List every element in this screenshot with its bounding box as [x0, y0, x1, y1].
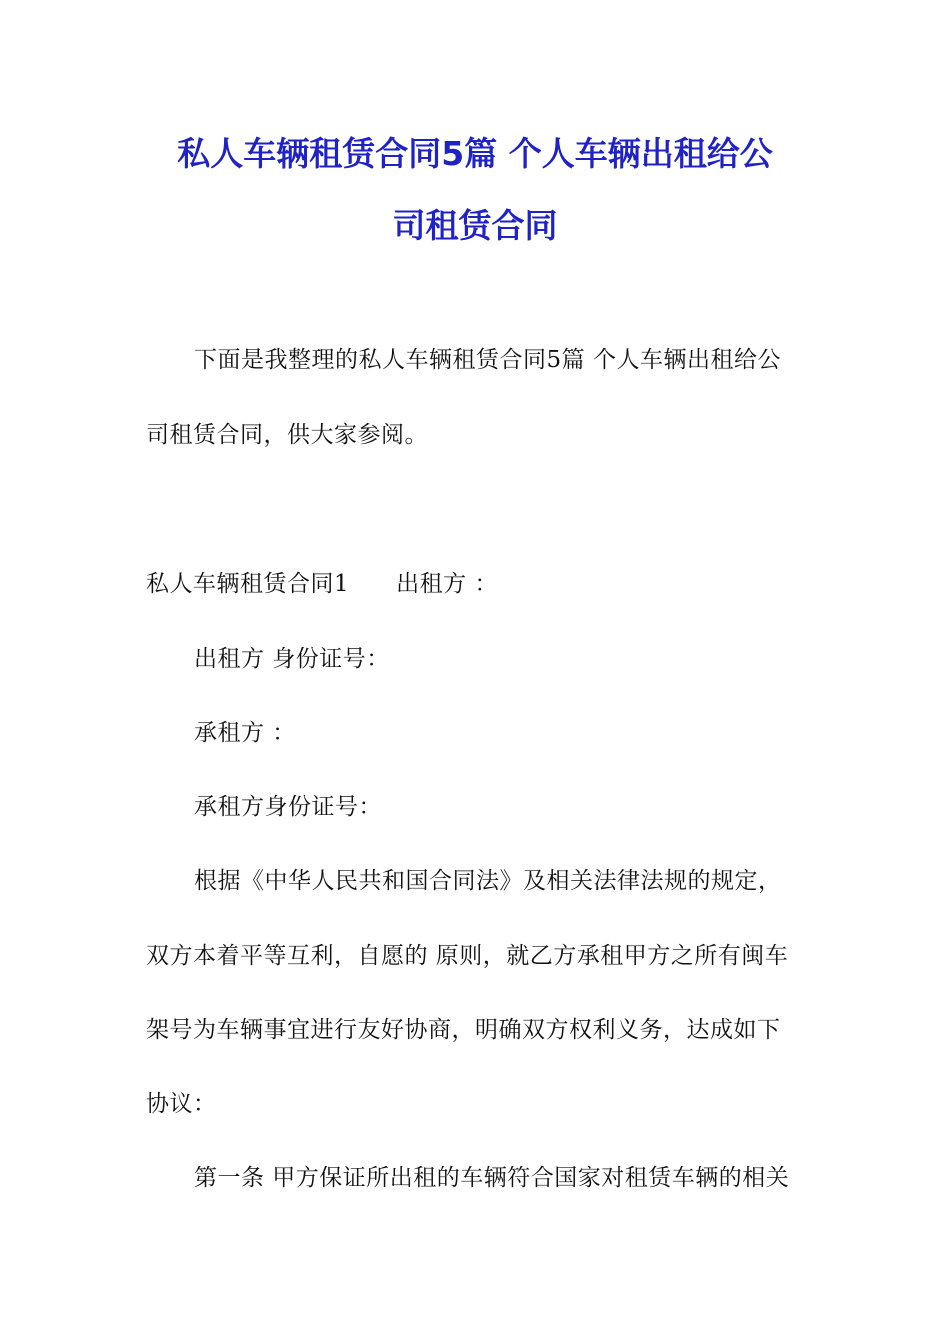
lessee-field: 承租方 ：	[194, 720, 296, 746]
intro-paragraph-line-1: 下面是我整理的私人车辆租赁合同5篇 个人车辆出租给公	[194, 347, 781, 373]
paragraph-1-line-2: 双方本着平等互利，自愿的 原则，就乙方承租甲方之所有闽车	[146, 943, 789, 969]
intro-paragraph-line-2: 司租赁合同，供大家参阅。	[146, 422, 428, 448]
document-title-line-2: 司租赁合同	[392, 206, 558, 245]
paragraph-1-line-4: 协议：	[146, 1091, 217, 1117]
lessee-id-field: 承租方身份证号：	[194, 794, 382, 820]
document-title-line-1: 私人车辆租赁合同5篇 个人车辆出租给公	[177, 134, 773, 173]
contract-heading: 私人车辆租赁合同1 出租方 ：	[146, 571, 498, 597]
paragraph-1-line-1: 根据《中华人民共和国合同法》及相关法律法规的规定，	[194, 868, 782, 894]
lessor-id-field: 出租方 身份证号：	[194, 646, 390, 672]
article-1-line-1: 第一条 甲方保证所出租的车辆符合国家对租赁车辆的相关	[194, 1165, 790, 1191]
paragraph-1-line-3: 架号为车辆事宜进行友好协商，明确双方权利义务，达成如下	[146, 1017, 781, 1043]
